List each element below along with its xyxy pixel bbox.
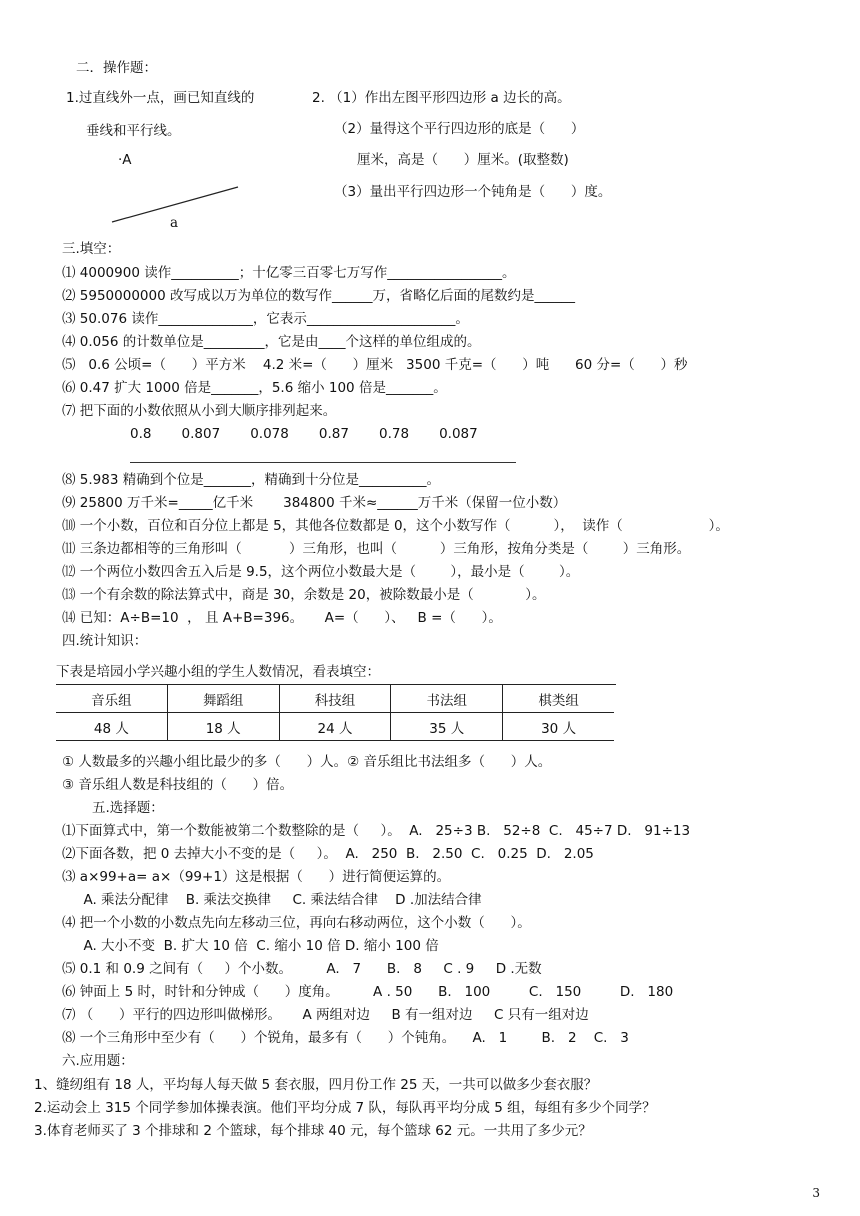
table-cell: 35 人 (391, 713, 503, 741)
question-text: 1、缝纫组有 18 人，平均每人每天做 5 套衣服，四月份工作 25 天，一共可以做多少套衣服？ (34, 1077, 598, 1093)
question-text: A. 乘法分配律 B. 乘法交换律 C. 乘法结合律 D .加法结合律 (62, 892, 482, 908)
question-text: ⑻ 5.983 精确到个位是_______，精确到十分位是__________。 (62, 472, 440, 488)
question-text: 垂线和平行线。 (86, 123, 181, 139)
question-text: ⑾ 三条边都相等的三角形叫（ ）三角形，也叫（ ）三角形，按角分类是（ ）三角形。 (62, 541, 691, 557)
question-text: A. 大小不变 B. 扩大 10 倍 C. 缩小 10 倍 D. 缩小 100 倍 (62, 938, 439, 954)
question-text: ⑿ 一个两位小数四舍五入后是 9.5，这个两位小数最大是（ ），最小是（ ）。 (62, 564, 580, 580)
question-text: ③ 音乐组人数是科技组的（ ）倍。 (62, 777, 294, 793)
table-header-cell: 书法组 (391, 685, 503, 713)
page-number: 3 (812, 1186, 820, 1200)
question-text: ⑸ 0.6 公顷=（ ）平方米 4.2 米=（ ）厘米 3500 千克=（ ）吨 60 分=（ ）秒 (62, 357, 688, 373)
question-text: ⑽ 一个小数，百位和百分位上都是 5，其他各位数都是 0，这个小数写作（ ）， 读作（ ）。 (62, 518, 729, 534)
question-text: ⑵下面各数，把 0 去掉大小不变的是（ ）。 A. 250 B. 2.50 C. 0.25 D. 2.05 (62, 846, 594, 862)
table-header-cell: 音乐组 (56, 685, 167, 713)
table-header-row (56, 685, 614, 713)
question-text: ⑶ 50.076 读作______________，它表示______________________。 (62, 311, 469, 327)
interest-group-table (56, 685, 616, 741)
question-text: ⑴下面算式中，第一个数能被第二个数整除的是（ ）。 A. 25÷3 B. 52÷8 C. 45÷7 D. 91÷13 (62, 823, 691, 839)
question-text: ⑺ 把下面的小数依照从小到大顺序排列起来。 (62, 403, 337, 419)
question-text: ⑸ 0.1 和 0.9 之间有（ ）个小数。 A. 7 B. 8 C . 9 D .无数 (62, 961, 542, 977)
table-cell: 48 人 (56, 713, 167, 741)
question-text: ⑺ （ ）平行的四边形叫做梯形。 A 两组对边 B 有一组对边 C 只有一组对边 (62, 1007, 589, 1023)
answer-line (130, 462, 516, 463)
question-text: （2）量得这个平行四边形的底是（ ） (334, 121, 585, 137)
table-row (56, 713, 614, 741)
question-text: ① 人数最多的兴趣小组比最少的多（ ）人。② 音乐组比书法组多（ ）人。 (62, 754, 552, 770)
line-label: a (170, 215, 179, 231)
section-heading-application: 六.应用题： (62, 1053, 134, 1069)
table-header-cell: 科技组 (279, 685, 391, 713)
question-text: 1.过直线外一点，画已知直线的 (66, 90, 255, 106)
question-text: ⒀ 一个有余数的除法算式中，商是 30，余数是 20，被除数最小是（ ）。 (62, 587, 546, 603)
question-text: 3.体育老师买了 3 个排球和 2 个篮球，每个排球 40 元，每个篮球 62 元。一共用了多少元？ (34, 1123, 592, 1139)
question-text: ⑵ 5950000000 改写成以万为单位的数写作______万，省略亿后面的尾数约是______ (62, 288, 575, 304)
section-heading-statistics: 四.统计知识： (62, 633, 148, 649)
question-text: ⑶ a×99+a= a×（99+1）这是根据（ ）进行简便运算的。 (62, 869, 451, 885)
table-cell: 24 人 (279, 713, 391, 741)
table-header-cell: 棋类组 (503, 685, 614, 713)
question-text: ⑴ 4000900 读作__________；十亿零三百零七万写作_________________。 (62, 265, 516, 281)
section-heading-operation: 二．操作题： (76, 60, 157, 76)
section-heading-fill: 三.填空： (62, 241, 121, 257)
table-header-cell: 舞蹈组 (167, 685, 279, 713)
decimals-list: 0.8 0.807 0.078 0.87 0.78 0.087 (130, 426, 478, 442)
question-text: 厘米，高是（ ）厘米。(取整数) (357, 152, 569, 168)
question-text: （3）量出平行四边形一个钝角是（ ）度。 (334, 184, 612, 200)
table-cell: 18 人 (167, 713, 279, 741)
question-text: 2. （1）作出左图平形四边形 a 边长的高。 (312, 90, 571, 106)
question-text: ⑷ 把一个小数的小数点先向左移动三位，再向右移动两位，这个小数（ ）。 (62, 915, 531, 931)
question-text: ⑹ 0.47 扩大 1000 倍是_______，5.6 缩小 100 倍是_______。 (62, 380, 447, 396)
question-text: 2.运动会上 315 个同学参加体操表演。他们平均分成 7 队，每队再平均分成 5 组，每组有多少个同学？ (34, 1100, 656, 1116)
section-heading-choice: 五.选择题： (92, 800, 164, 816)
point-label: ·A (118, 152, 132, 168)
question-text: ⑼ 25800 万千米=_____亿千米 384800 千米≈______万千米（保留一位小数） (62, 495, 567, 511)
question-text: ⑻ 一个三角形中至少有（ ）个锐角，最多有（ ）个钝角。 A. 1 B. 2 C. 3 (62, 1030, 629, 1046)
question-text: ⒁ 已知：A÷B=10 ， 且 A+B=396。 A=（ ）、 B =（ ）。 (62, 610, 502, 626)
question-text: ⑹ 钟面上 5 时，时针和分钟成（ ）度角。 A . 50 B. 100 C. 150 D. 180 (62, 984, 674, 1000)
table-cell: 30 人 (503, 713, 614, 741)
question-text: ⑷ 0.056 的计数单位是_________，它是由____个这样的单位组成的。 (62, 334, 481, 350)
table-intro: 下表是培园小学兴趣小组的学生人数情况，看表填空： (56, 664, 380, 680)
